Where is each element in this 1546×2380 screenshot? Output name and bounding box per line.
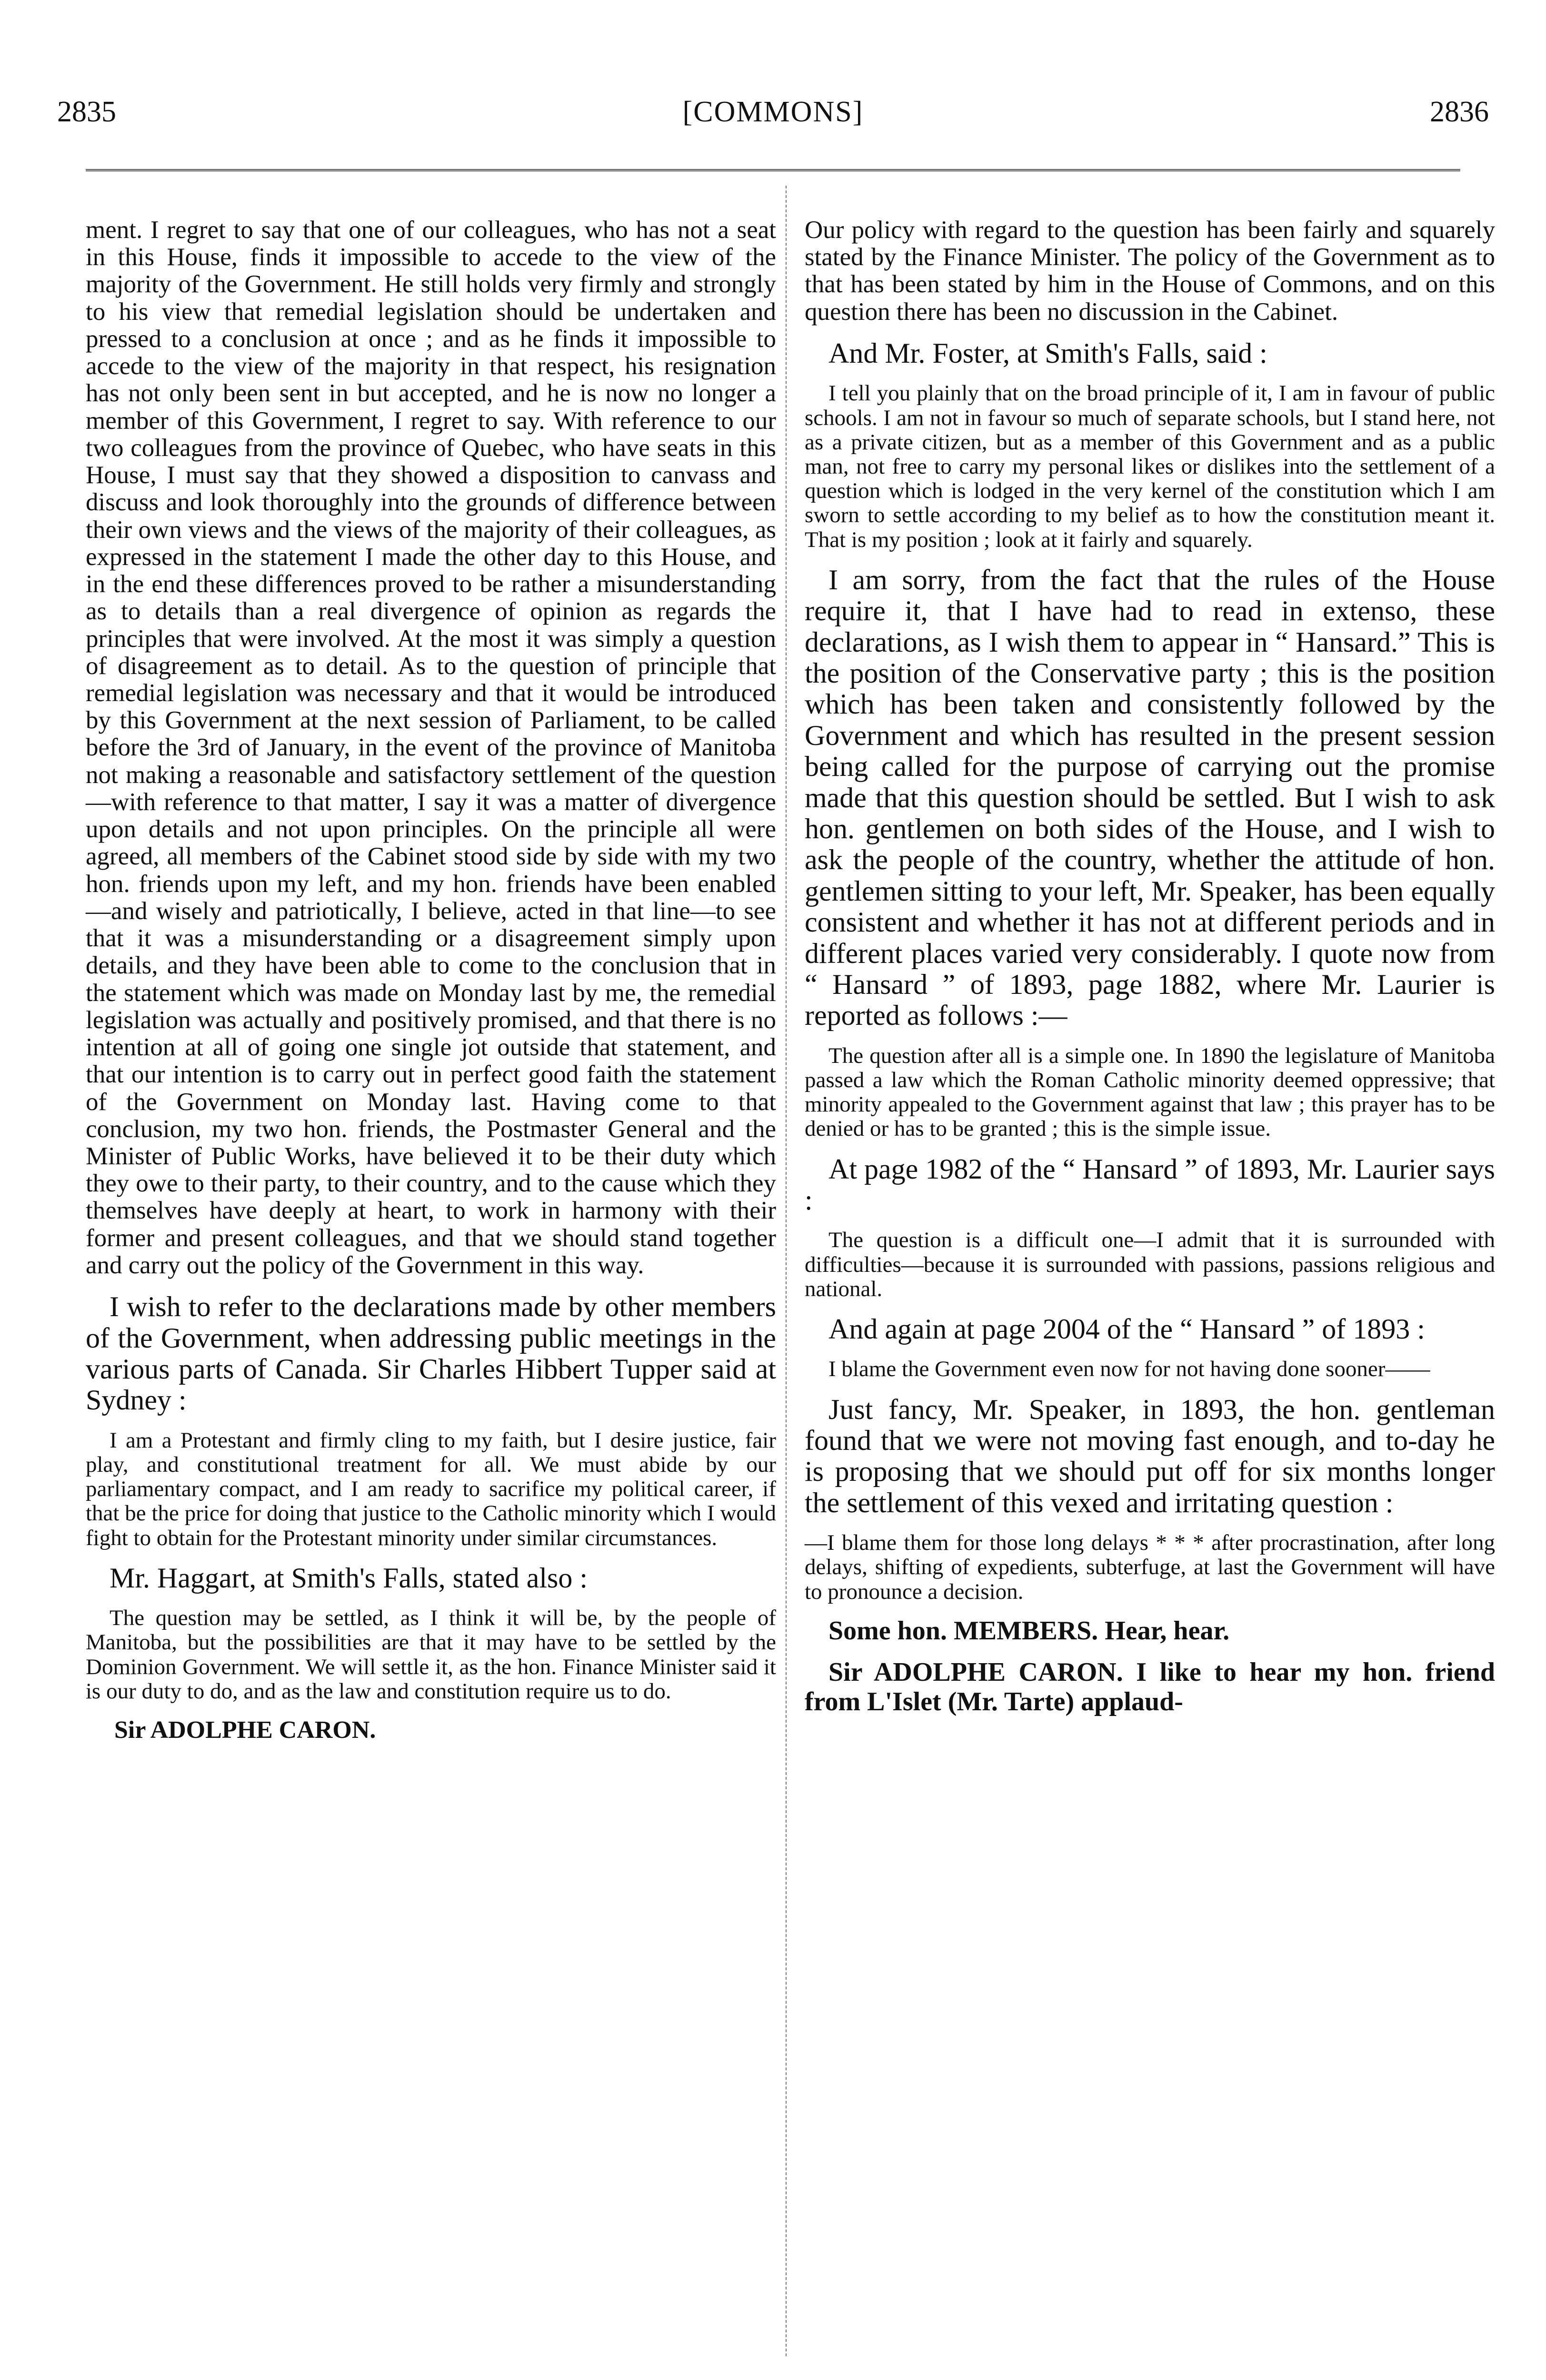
speech-paragraph: At page 1982 of the “ Hansard ” of 1893, Mr. Laurier says : — [805, 1153, 1495, 1216]
quoted-passage: —I blame them for those long delays * * * after procrastination, after long delays, shifting of expedients, subterfuge, at last the Government will have to pronounce a decision. — [805, 1530, 1495, 1604]
speech-paragraph: I wish to refer to the declarations made by other members of the Government, when addressing public meetings in the various parts of Canada. Sir Charles Hibbert Tupper said at Sydney : — [86, 1291, 776, 1416]
running-title: [COMMONS] — [682, 96, 864, 128]
quoted-passage: I tell you plainly that on the broad principle of it, I am in favour of public schools. I am not in favour so much of separate schools, but I stand here, not as a private citizen, but as a member of this Government and as a public man, not free to carry my personal likes or dislikes into the settlement of a question which is lodged in the very kernel of the constitution which I am sworn to settle according to my belief as to how the constitution meant it. That is my position ; look at it fairly and squarely. — [805, 381, 1495, 552]
speech-paragraph: Just fancy, Mr. Speaker, in 1893, the hon. gentleman found that we were not moving fast enough, and to-day he is proposing that we should put off for six months longer the settlement of this vexed and irritating question : — [805, 1393, 1495, 1518]
header-rule — [86, 169, 1460, 171]
column-divider — [786, 186, 787, 2356]
speaker-paragraph: Sir ADOLPHE CARON. I like to hear my hon. friend from L'Islet (Mr. Tarte) applaud- — [805, 1657, 1495, 1717]
quoted-passage: I am a Protestant and firmly cling to my faith, but I desire justice, fair play, and constitutional treatment for all. We must abide by our parliamentary compact, and I am ready to sacrifice my political career, if that be the price for doing that justice to the Catholic minority which I would fight to obtain for the Protestant minority under similar circumstances. — [86, 1428, 776, 1550]
speech-paragraph: And again at page 2004 of the “ Hansard ” of 1893 : — [828, 1313, 1425, 1345]
speech-paragraph: And Mr. Foster, at Smith's Falls, said : — [828, 337, 1267, 369]
quoted-passage: The question after all is a simple one. In 1890 the legislature of Manitoba passed a law which the Roman Catholic minority deemed oppressive; that minority appealed to the Government against that law ; this prayer has to be denied or has to be granted ; this is the simple issue. — [805, 1043, 1495, 1141]
speech-paragraph: I am sorry, from the fact that the rules of the House require it, that I have had to read in extenso, these declarations, as I wish them to appear in “ Hansard.” This is the position of the Conservative party ; this is the position which has been taken and consistently followed by the Government and which has resulted in the present session being called for the purpose of carrying out the promise made that this question should be settled. But I wish to ask hon. gentlemen on both sides of the House, and I wish to ask the people of the country, whether the attitude of hon. gentlemen sitting to your left, Mr. Speaker, has been equally consistent and whether it has not at different periods and in different places varied very considerably. I quote now from “ Hansard ” of 1893, page 1882, where Mr. Laurier is reported as follows :— — [805, 564, 1495, 1031]
members-interjection: Some hon. MEMBERS. Hear, hear. — [828, 1616, 1230, 1646]
quoted-passage: I blame the Government even now for not having done sooner—— — [828, 1357, 1430, 1382]
page-header — [57, 95, 1489, 148]
page-number-left: 2835 — [57, 96, 116, 128]
right-column — [805, 217, 1495, 1729]
speech-paragraph: Our policy with regard to the question has been fairly and squarely stated by the Finance Minister. The policy of the Government as to that has been stated by him in the House of Commons, and on this question there has been no discussion in the Cabinet. — [805, 216, 1495, 326]
page-number-right: 2836 — [1430, 96, 1489, 128]
speaker-name: Sir ADOLPHE CARON. — [114, 1716, 376, 1744]
quoted-passage: The question is a difficult one—I admit that it is surrounded with difficulties—because it is surrounded with passions, passions religious and national. — [805, 1228, 1495, 1301]
left-column — [86, 217, 776, 1756]
quoted-passage: The question may be settled, as I think it will be, by the people of Manitoba, but the possibilities are that it may have to be settled by the Dominion Government. We will settle it, as the hon. Finance Minister said it is our duty to do, and as the law and constitution require us to do. — [86, 1606, 776, 1704]
speech-paragraph: ment. I regret to say that one of our colleagues, who has not a seat in this House, finds it impossible to accede to the view of the majority of the Government. He still holds very firmly and strongly to his view that remedial legislation should be undertaken and pressed to a conclusion at once ; and as he finds it impossible to accede to the view of the majority in that respect, his resignation has not only been sent in but accepted, and he is now no longer a member of this Government, I regret to say. With reference to our two colleagues from the province of Quebec, who have seats in this House, I must say that they showed a disposition to canvass and discuss and look thoroughly into the grounds of difference between their own views and the views of the majority of their colleagues, as expressed in the statement I made the other day to this House, and in the end these differences proved to be rather a misunderstanding as to details than a real divergence of opinion as regards the principles that were involved. At the most it was simply a question of disagreement as to detail. As to the question of principle that remedial legislation was necessary and that it would be introduced by this Government at the next session of Parliament, to be called before the 3rd of January, in the event of the province of Manitoba not making a reasonable and satisfactory settlement of the question—with reference to that matter, I say it was a matter of divergence upon details and not upon principles. On the principle all were agreed, all members of the Cabinet stood side by side with my two hon. friends upon my left, and my hon. friends have been enabled —and wisely and patriotically, I believe, acted in that line—to see that it was a misunderstanding or a disagreement simply upon details, and they have been able to come to the conclusion that in the statement which was made on Monday last by me, the remedial legislation was actually and positively promised, and that there is no intention at all of going one single jot outside that statement, and that our intention is to carry out in perfect good faith the statement of the Government on Monday last. Having come to that conclusion, my two hon. friends, the Postmaster General and the Minister of Public Works, have believed it to be their duty which they owe to their party, to their country, and to the cause which they themselves have deeply at heart, to work in harmony with their former and present colleagues, and that we should stand together and carry out the policy of the Government in this way. — [86, 216, 776, 1279]
speech-paragraph: Mr. Haggart, at Smith's Falls, stated also : — [110, 1562, 588, 1594]
